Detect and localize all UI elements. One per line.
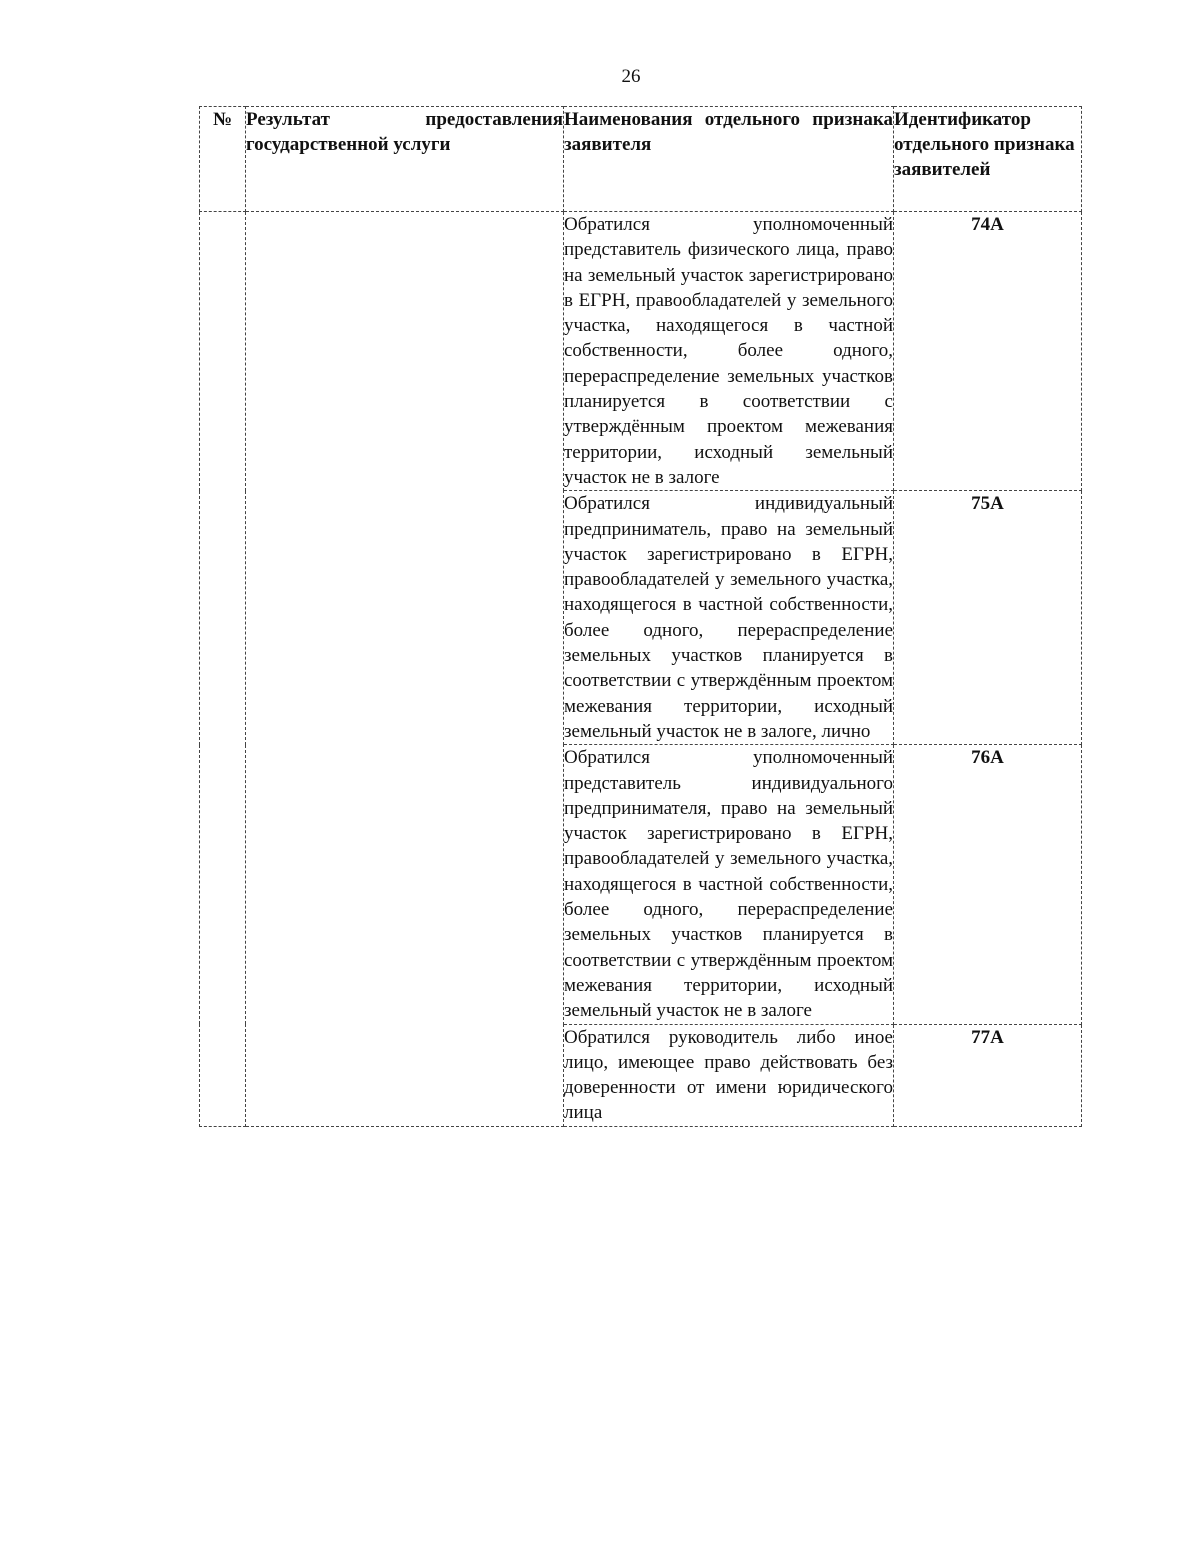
feature-id-cell: 74А [894, 212, 1082, 491]
feature-name-cell: Обратился руководитель либо иное лицо, имеющее право действовать без доверенности от имени юридического лица [564, 1024, 894, 1126]
feature-name-cell: Обратился уполномоченный представитель физического лица, право на земельный участок зарегистрировано в ЕГРН, правообладателей у земельного участка, находящегося в частной собственности, более одного, перераспределение земельных участков планируется в соответствии с утверждённым проектом межевания территории, исходный земельный участок не в залоге [564, 212, 894, 491]
table-row [200, 212, 1082, 491]
feature-name-cell: Обратился уполномоченный представитель индивидуального предпринимателя, право на земельный участок зарегистрировано в ЕГРН, правообладателей у земельного участка, находящегося в частной собственности, более одного, перераспределение земельных участков планируется в соответствии с утверждённым проектом межевания территории, исходный земельный участок не в залоге [564, 745, 894, 1024]
result-cell [246, 212, 564, 1127]
header-result: Результат предоставления государственной услуги [246, 107, 564, 212]
feature-name-cell: Обратился индивидуальный предприниматель, право на земельный участок зарегистрировано в ЕГРН, правообладателей у земельного участка, находящегося в частной собственности, более одного, перераспределение земельных участков планируется в соответствии с утверждённым проектом межевания территории, исходный земельный участок не в залоге, лично [564, 491, 894, 745]
table-header-row [200, 107, 1082, 212]
feature-id-cell: 77А [894, 1024, 1082, 1126]
applicant-features-table [199, 106, 1082, 1127]
number-cell [200, 212, 246, 1127]
header-feature-name: Наименования отдельного признака заявителя [564, 107, 894, 212]
feature-id-cell: 75А [894, 491, 1082, 745]
page-number: 26 [621, 66, 641, 87]
header-number: № [200, 107, 246, 212]
feature-id-cell: 76А [894, 745, 1082, 1024]
header-feature-id: Идентификатор отдельного признака заявителей [894, 107, 1082, 212]
